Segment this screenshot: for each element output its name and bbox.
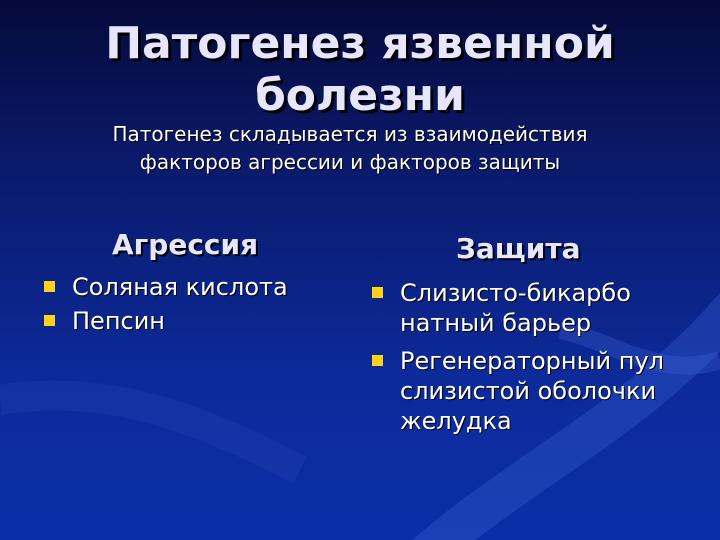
aggression-heading: Агрессия	[112, 228, 259, 261]
aggression-list	[44, 272, 344, 340]
defense-list	[372, 278, 692, 444]
slide-subtitle: Патогенез складывается из взаимодействия факторов агрессии и факторов защиты	[112, 122, 588, 174]
slide-title: Патогенез язвенной болезни	[105, 18, 615, 121]
square-bullet-icon	[372, 287, 383, 298]
square-bullet-icon	[372, 355, 383, 366]
list-item: Регенераторный пул слизистой оболочки желудка	[372, 346, 692, 436]
defense-heading: Защита	[456, 232, 581, 265]
square-bullet-icon	[44, 281, 55, 292]
list-item: Пепсин	[44, 306, 344, 336]
square-bullet-icon	[44, 315, 55, 326]
list-item: Соляная кислота	[44, 272, 344, 302]
list-item: Слизисто-бикарбо натный барьер	[372, 278, 692, 338]
